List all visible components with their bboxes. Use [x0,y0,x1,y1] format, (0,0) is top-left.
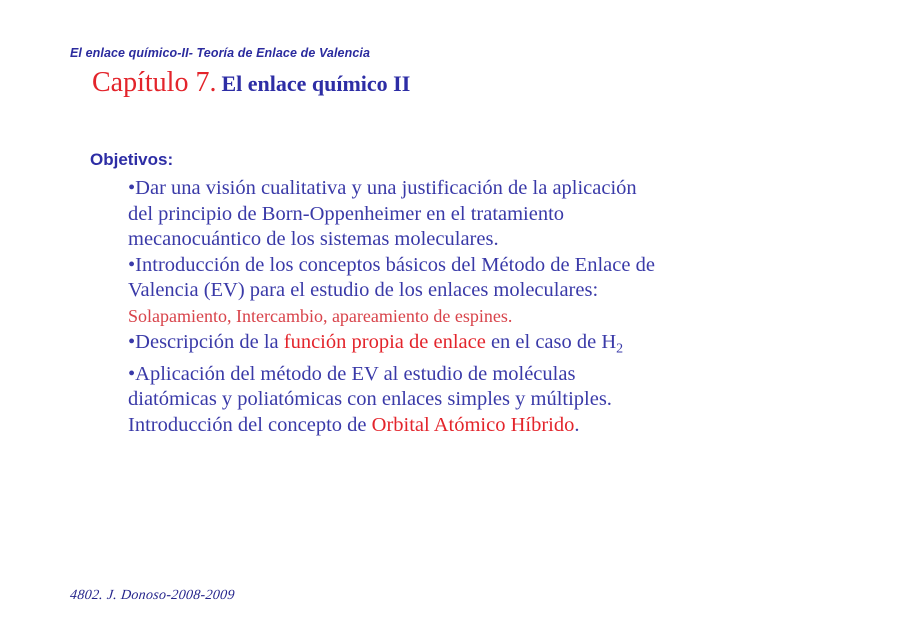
text-segment: Introducción del concepto de [128,413,372,436]
bullet-line-first [128,330,828,362]
text-segment: •Introducción de los conceptos básicos del Método de Enlace de [128,253,655,276]
objectives-heading: Objetivos: [90,150,174,169]
text-segment: •Descripción de la [128,330,284,353]
running-header: El enlace químico-II- Teoría de Enlace de Valencia [70,46,371,60]
objectives-body [128,176,828,438]
text-segment: •Aplicación del método de EV al estudio de moléculas [128,362,576,385]
bullet-line [128,304,828,330]
text-segment: función propia de enlace [283,330,486,353]
slide-footer: 4802. J. Donoso-2008-2009 [69,588,236,603]
chapter-label: Capítulo 7. [92,67,217,98]
bullet-line [128,227,828,253]
text-segment: . [574,413,580,436]
text-segment: del principio de Born-Oppenheimer en el tratamiento [128,202,565,225]
bullet-line [128,387,828,413]
text-segment: diatómicas y poliatómicas con enlaces simples y múltiples. [128,388,612,411]
bullet-line [128,202,828,228]
bullet-line-first [128,176,828,202]
text-segment: Valencia (EV) para el estudio de los enlaces moleculares: [128,279,599,302]
bullet-line-first [128,362,828,388]
text-segment: 2 [616,341,624,357]
text-segment: •Dar una visión cualitativa y una justificación de la aplicación [128,177,637,199]
bullet-line [128,278,828,304]
page-title: El enlace químico II [221,71,411,96]
text-segment: en el caso de H [485,330,617,353]
bullet-line [128,413,828,439]
slide-title [92,69,410,97]
text-segment: Solapamiento, Intercambio, apareamiento de espines. [128,305,513,326]
bullet-line-first [128,253,828,279]
text-segment: Orbital Atómico Híbrido [371,413,575,436]
text-segment: mecanocuántico de los sistemas moleculares. [128,228,499,251]
